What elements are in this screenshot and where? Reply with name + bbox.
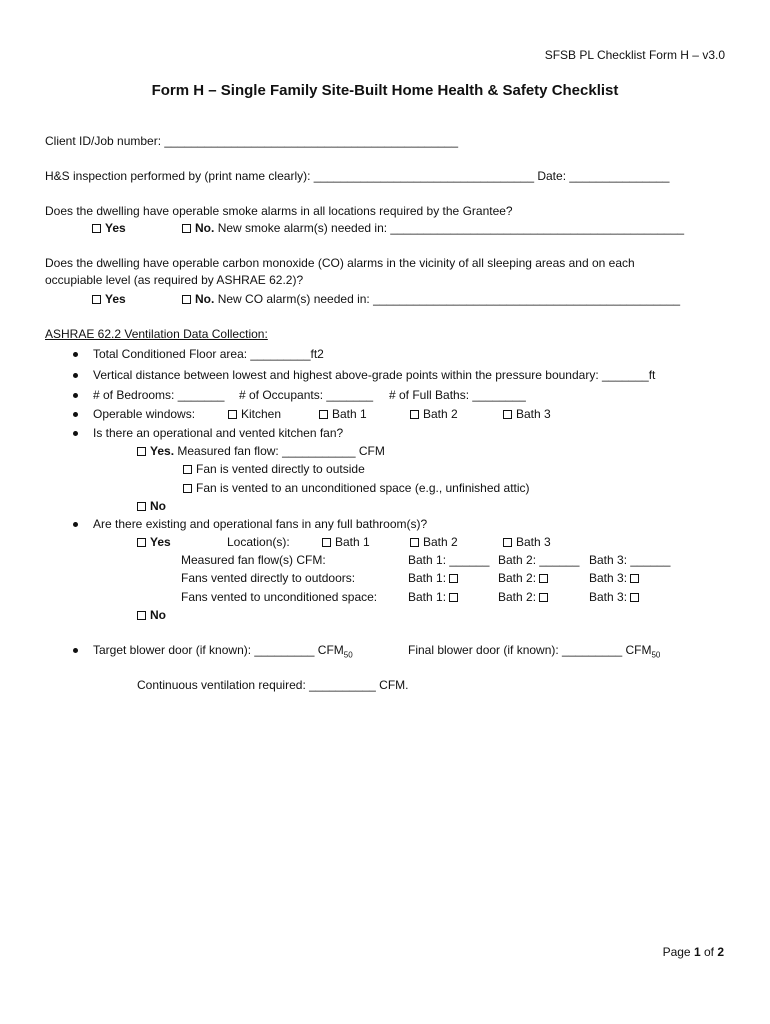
location-bath1-label: Bath 1 [335, 535, 370, 549]
smoke-yes-option[interactable] [92, 221, 126, 235]
checkbox-icon[interactable] [137, 538, 146, 547]
checkbox-icon[interactable] [319, 410, 328, 419]
checkbox-icon[interactable] [539, 574, 548, 583]
measured-flows-label: Measured fan flow(s) CFM: [181, 553, 326, 567]
checkbox-icon[interactable] [137, 502, 146, 511]
page-of: of [700, 945, 718, 959]
smoke-needed-field[interactable]: New smoke alarm(s) needed in: ____________________________________________ [217, 221, 685, 235]
bullet [73, 393, 78, 398]
measured-bath2-field[interactable]: Bath 2: ______ [498, 553, 580, 567]
co-no-label: No. [195, 292, 215, 306]
bath-fan-no-option[interactable] [137, 608, 166, 622]
kitchen-fan-question: Is there an operational and vented kitchen fan? [93, 426, 344, 440]
checkbox-icon[interactable] [503, 410, 512, 419]
bullet [73, 373, 78, 378]
bath-yes-label: Yes [150, 535, 171, 549]
client-id-field[interactable]: Client ID/Job number: ____________________________________________ [45, 134, 459, 148]
bullet [73, 522, 78, 527]
checkbox-icon[interactable] [92, 224, 101, 233]
checkbox-icon[interactable] [449, 593, 458, 602]
ashrae-heading: ASHRAE 62.2 Ventilation Data Collection: [45, 327, 268, 341]
location-bath3-label: Bath 3 [516, 535, 551, 549]
window-kitchen-option[interactable] [228, 407, 281, 421]
floor-area-field[interactable]: Total Conditioned Floor area: _________ft2 [93, 347, 324, 361]
final-blower-field[interactable] [408, 643, 661, 660]
checkbox-icon[interactable] [322, 538, 331, 547]
continuous-ventilation-field[interactable]: Continuous ventilation required: __________ CFM. [137, 678, 409, 692]
page-number [663, 945, 724, 959]
bath-fan-yes-option[interactable] [137, 535, 171, 549]
outdoors-bath3-label: Bath 3: [589, 571, 628, 585]
measured-bath3-field[interactable]: Bath 3: ______ [589, 553, 671, 567]
bullet [73, 431, 78, 436]
co-no-option[interactable] [182, 292, 680, 306]
smoke-alarm-question: Does the dwelling have operable smoke alarms in all locations required by the Grantee? [45, 204, 513, 218]
checkbox-icon[interactable] [182, 295, 191, 304]
location-bath1-option[interactable] [322, 535, 370, 549]
page-total: 2 [717, 945, 724, 959]
final-blower-label: Final blower door (if known): _________ CFM [408, 643, 652, 657]
full-baths-field[interactable]: # of Full Baths: ________ [389, 388, 526, 402]
checkbox-icon[interactable] [182, 224, 191, 233]
window-bath3-label: Bath 3 [516, 407, 551, 421]
vented-outdoors-label: Fans vented directly to outdoors: [181, 571, 356, 585]
measured-bath1-field[interactable]: Bath 1: ______ [408, 553, 490, 567]
outdoors-bath2-option[interactable] [498, 571, 552, 585]
checkbox-icon[interactable] [410, 538, 419, 547]
window-kitchen-label: Kitchen [241, 407, 282, 421]
location-bath2-option[interactable] [410, 535, 458, 549]
smoke-yes-label: Yes [105, 221, 126, 235]
checkbox-icon[interactable] [539, 593, 548, 602]
location-bath2-label: Bath 2 [423, 535, 458, 549]
unconditioned-bath3-option[interactable] [589, 590, 643, 604]
cfm-subscript: 50 [343, 650, 353, 660]
checkbox-icon[interactable] [92, 295, 101, 304]
form-code: SFSB PL Checklist Form H – v3.0 [544, 48, 725, 62]
occupants-field[interactable]: # of Occupants: _______ [239, 388, 374, 402]
checkbox-icon[interactable] [183, 465, 192, 474]
bath-no-label: No [150, 608, 166, 622]
kitchen-measured-field[interactable]: Measured fan flow: ___________ CFM [177, 444, 385, 458]
checkbox-icon[interactable] [449, 574, 458, 583]
smoke-no-option[interactable] [182, 221, 684, 235]
kitchen-fan-yes-option[interactable] [137, 444, 385, 458]
unconditioned-bath1-label: Bath 1: [408, 590, 447, 604]
smoke-no-label: No. [195, 221, 215, 235]
window-bath1-option[interactable] [319, 407, 367, 421]
outdoors-bath1-option[interactable] [408, 571, 462, 585]
bullet [73, 352, 78, 357]
window-bath1-label: Bath 1 [332, 407, 367, 421]
cfm-subscript: 50 [651, 650, 661, 660]
kitchen-no-label: No [150, 499, 166, 513]
outdoors-bath2-label: Bath 2: [498, 571, 537, 585]
window-bath2-option[interactable] [410, 407, 458, 421]
checkbox-icon[interactable] [137, 611, 146, 620]
checkbox-icon[interactable] [183, 484, 192, 493]
kitchen-vented-outside-option[interactable] [183, 462, 365, 476]
checkbox-icon[interactable] [228, 410, 237, 419]
co-alarm-question-line1: Does the dwelling have operable carbon monoxide (CO) alarms in the vicinity of all sleeping areas and on each [45, 256, 635, 270]
kitchen-fan-no-option[interactable] [137, 499, 166, 513]
vented-unconditioned-label: Fans vented to unconditioned space: [181, 590, 378, 604]
co-alarm-question-line2: occupiable level (as required by ASHRAE 62.2)? [45, 273, 304, 287]
outdoors-bath1-label: Bath 1: [408, 571, 447, 585]
unconditioned-bath2-option[interactable] [498, 590, 552, 604]
window-bath3-option[interactable] [503, 407, 551, 421]
checkbox-icon[interactable] [410, 410, 419, 419]
unconditioned-bath2-label: Bath 2: [498, 590, 537, 604]
bedrooms-field[interactable]: # of Bedrooms: _______ [93, 388, 225, 402]
unconditioned-bath1-option[interactable] [408, 590, 462, 604]
operable-windows-label: Operable windows: [93, 407, 196, 421]
vertical-distance-field[interactable]: Vertical distance between lowest and highest above-grade points within the pressure boundary: _______ft [93, 368, 656, 382]
kitchen-attic-label: Fan is vented to an unconditioned space (e.g., unfinished attic) [196, 481, 530, 495]
target-blower-field[interactable] [93, 643, 353, 660]
kitchen-outside-label: Fan is vented directly to outside [196, 462, 365, 476]
page-current: 1 [693, 945, 701, 959]
kitchen-yes-label: Yes. [150, 444, 175, 458]
co-yes-label: Yes [105, 292, 126, 306]
checkbox-icon[interactable] [630, 593, 639, 602]
unconditioned-bath3-label: Bath 3: [589, 590, 628, 604]
kitchen-vented-attic-option[interactable] [183, 481, 530, 495]
target-blower-label: Target blower door (if known): _________ CFM [93, 643, 344, 657]
checkbox-icon[interactable] [630, 574, 639, 583]
co-yes-option[interactable] [92, 292, 126, 306]
bullet [73, 648, 78, 653]
location-bath3-option[interactable] [503, 535, 551, 549]
bath-fan-question: Are there existing and operational fans in any full bathroom(s)? [93, 517, 428, 531]
page-title: Form H – Single Family Site-Built Home Health & Safety Checklist [151, 82, 619, 99]
outdoors-bath3-option[interactable] [589, 571, 643, 585]
checkbox-icon[interactable] [503, 538, 512, 547]
location-label: Location(s): [227, 535, 290, 549]
co-needed-field[interactable]: New CO alarm(s) needed in: ______________________________________________ [217, 292, 681, 306]
page-prefix: Page [662, 945, 694, 959]
inspector-field[interactable]: H&S inspection performed by (print name clearly): _________________________________ Date: _______________ [45, 169, 670, 183]
checkbox-icon[interactable] [137, 447, 146, 456]
bullet [73, 412, 78, 417]
window-bath2-label: Bath 2 [423, 407, 458, 421]
